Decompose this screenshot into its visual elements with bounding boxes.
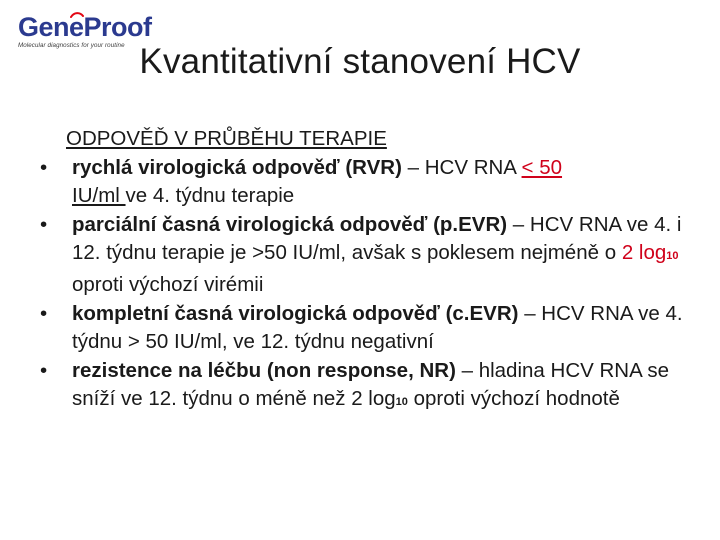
bullet-dot: • bbox=[40, 301, 48, 325]
logo-word-proof: Proof bbox=[83, 12, 152, 42]
slide-title: Kvantitativní stanovení HCV bbox=[139, 42, 581, 81]
dash: – bbox=[518, 301, 542, 325]
bullet-item-rvr bbox=[40, 154, 700, 211]
logo-accent-mark bbox=[70, 12, 84, 18]
term-cevr: kompletní časná virologická odpověď (c.EVR) bbox=[72, 301, 519, 325]
threshold-highlight: < 50 bbox=[521, 155, 563, 179]
text-nr-a: hladina HCV RNA se sníží ve 12. týdnu o méně než 2 log bbox=[72, 358, 669, 411]
dash: – bbox=[401, 155, 425, 179]
text-cevr-a: HCV RNA ve 4. týdnu > 50 IU/ml, ve 12. týdnu negativní bbox=[72, 301, 683, 354]
section-heading: ODPOVĚĎ V PRŮBĚHU TERAPIE bbox=[66, 127, 387, 150]
logo-wordmark bbox=[18, 12, 152, 42]
log-subscript: 10 bbox=[395, 396, 408, 409]
bullet-dot: • bbox=[40, 155, 48, 179]
logo-word-gene: Gene bbox=[18, 12, 84, 42]
text-rvr-a: HCV RNA bbox=[424, 155, 522, 179]
bullet-item-pevr bbox=[40, 211, 700, 300]
unit-iu-ml: IU/ml bbox=[72, 184, 126, 208]
term-pevr: parciální časná virologická odpověď (p.EVR) bbox=[72, 212, 508, 236]
log-subscript: 10 bbox=[666, 250, 679, 263]
dash: – bbox=[455, 358, 479, 382]
slide-body bbox=[40, 125, 700, 417]
bullet-dot: • bbox=[40, 358, 48, 382]
text-nr-b: oproti výchozí hodnotě bbox=[407, 387, 620, 411]
text-pevr-a: HCV RNA ve 4. i 12. týdnu terapie je >50 IU/ml, avšak s poklesem nejméně o bbox=[72, 212, 682, 265]
text-pevr-b: oproti výchozí virémii bbox=[72, 272, 264, 296]
log-highlight: 2 log bbox=[621, 241, 667, 265]
dash: – bbox=[507, 212, 530, 236]
term-nr: rezistence na léčbu (non response, NR) bbox=[72, 358, 456, 382]
text-rvr-c: ve 4. týdnu terapie bbox=[125, 184, 295, 208]
bullet-item-cevr bbox=[40, 300, 700, 357]
logo-tagline: Molecular diagnostics for your routine bbox=[18, 42, 125, 49]
bullet-dot: • bbox=[40, 212, 48, 236]
term-rvr: rychlá virologická odpověď (RVR) bbox=[72, 155, 402, 179]
bullet-item-nr bbox=[40, 357, 700, 417]
